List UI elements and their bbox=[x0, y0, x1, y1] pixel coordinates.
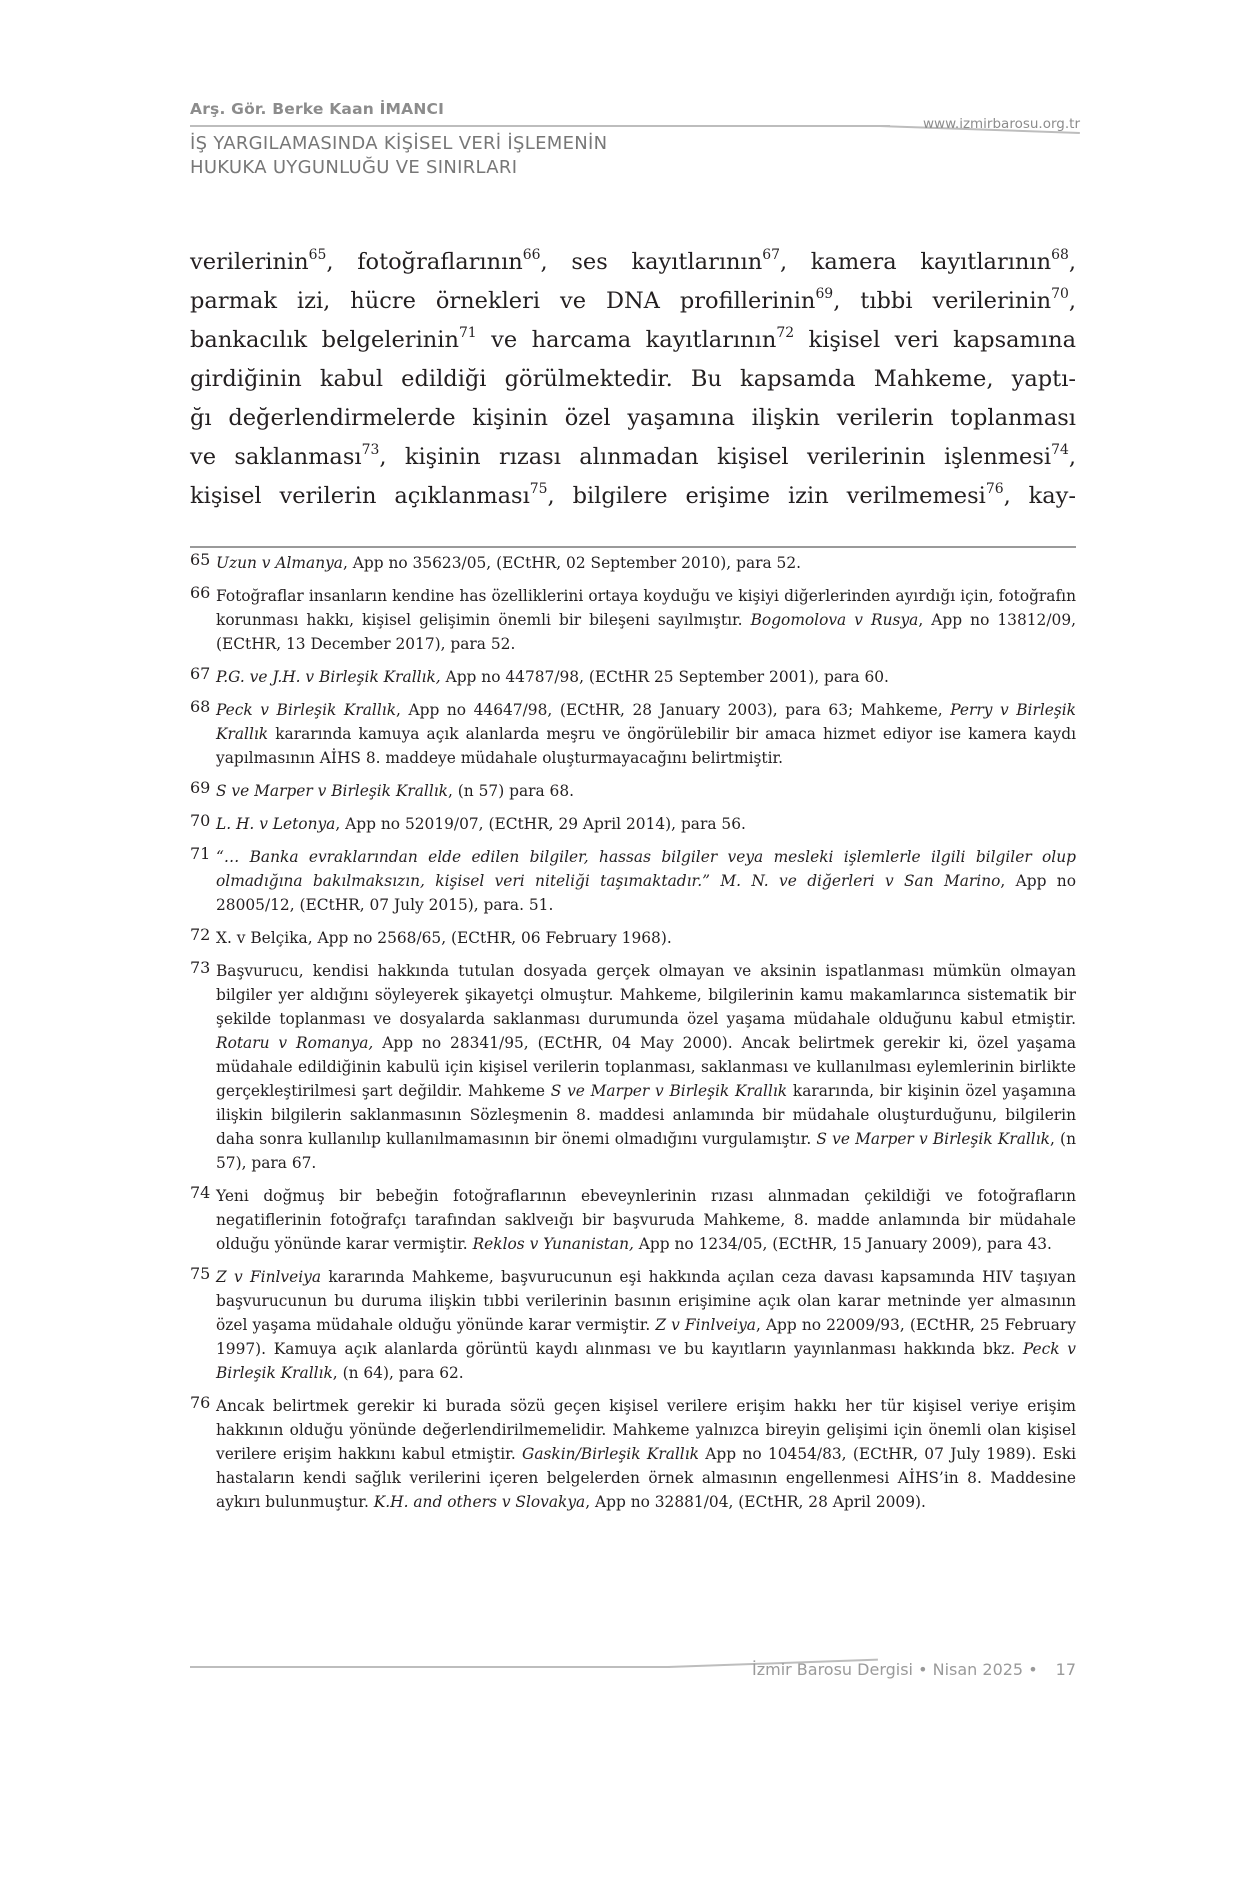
journal-name: İzmir Barosu Dergisi • Nisan 2025 • bbox=[751, 1660, 1038, 1679]
footnote-text: Ancak belirtmek gerekir ki burada sözü geçen kişisel verilere erişim hakkı her tür kişisel veriye erişim hakkının olduğu yönünde değerlendirilmemelidir. Mahkeme yalnızca bireyin gelişimi için önemli olan kişisel verilere erişim hakkını kabul etmiştir. Gaskin/Birleşik Krallık App no 10454/83, (ECtHR, 07 July 1989). Eski hastaların kendi sağlık verilerini içeren belgelerden örnek almasının engellenmesi AİHS’in 8. Maddesine aykırı bulunmuştur. K.H. and others v Slovakya, App no 32881/04, (ECtHR, 28 April 2009). bbox=[216, 1397, 1077, 1511]
page-header bbox=[190, 100, 1080, 190]
footnote-text: X. v Belçika, App no 2568/65, (ECtHR, 06 February 1968). bbox=[216, 929, 672, 947]
footnote-text: Yeni doğmuş bir bebeğin fotoğraflarının ebeveynlerinin rızası alınmadan çekildiği ve fotoğrafların negatiflerinin fotoğrafçı tarafından saklveığı bir başvuruda Mahkeme, 8. madde anlamında bir müdahale olduğu yönünde karar vermiştir. Reklos v Yunanistan, App no 1234/05, (ECtHR, 15 January 2009), para 43. bbox=[216, 1187, 1076, 1253]
footnote-number: 71 bbox=[190, 844, 211, 863]
body-line: verilerinin$^{65}$, fotoğraflarının$^{66}$, ses kayıtlarının$^{67}$, kamera kayıtlarının$^{68}$, bbox=[190, 247, 1076, 275]
footnote-ref[interactable]: 70 bbox=[1051, 286, 1069, 303]
footnote-number: 70 bbox=[190, 811, 211, 830]
footnote-ref[interactable]: 65 bbox=[308, 247, 327, 264]
footnote-67 bbox=[190, 665, 1076, 689]
footnote-ref[interactable]: 71 bbox=[458, 325, 477, 342]
footnote-68 bbox=[190, 698, 1076, 770]
footnote-70 bbox=[190, 812, 1076, 836]
footer-text bbox=[752, 1660, 1076, 1679]
footnote-ref[interactable]: 67 bbox=[762, 247, 780, 264]
footnote-76 bbox=[190, 1394, 1076, 1514]
footnote-ref[interactable]: 68 bbox=[1051, 247, 1069, 264]
footnote-text: Z v Finlveiya kararında Mahkeme, başvurucunun eşi hakkında açılan ceza davası kapsamında HIV taşıyan başvurucunun bu duruma ilişkin tıbbi verilerinin basının erişimine açık olan karar metninde yer almasının özel yaşama müdahale olduğu yönünde karar vermiştir. Z v Finlveiya, App no 22009/93, (ECtHR, 25 February 1997). Kamuya açık alanlarda görüntü kaydı alınması ve bu kayıtların yayınlanması hakkında bkz. Peck v Birleşik Krallık, (n 64), para 62. bbox=[216, 1268, 1076, 1382]
author-name: Arş. Gör. Berke Kaan İMANCI bbox=[190, 100, 445, 118]
footnote-number: 75 bbox=[190, 1264, 211, 1283]
footnote-73 bbox=[190, 959, 1076, 1175]
footnote-number: 76 bbox=[190, 1393, 211, 1412]
website-link[interactable]: www.izmirbarosu.org.tr bbox=[923, 116, 1080, 132]
footnote-number: 66 bbox=[190, 583, 211, 602]
footnote-ref[interactable]: 73 bbox=[361, 442, 380, 459]
footnote-number: 73 bbox=[190, 958, 211, 977]
body-line: ve saklanması$^{73}$, kişinin rızası alınmadan kişisel verilerinin işlenmesi$^{74}$, bbox=[190, 442, 1076, 470]
footnote-ref[interactable]: 74 bbox=[1051, 442, 1069, 459]
body-line: girdiğinin kabul edildiği görülmektedir. Bu kapsamda Mahkeme, yaptı- bbox=[190, 366, 1076, 392]
footnote-ref[interactable]: 72 bbox=[776, 325, 795, 342]
footnote-text: P.G. ve J.H. v Birleşik Krallık, App no 44787/98, (ECtHR 25 September 2001), para 60. bbox=[216, 668, 889, 686]
footnote-text: Fotoğraflar insanların kendine has özelliklerini ortaya koyduğu ve kişiyi diğerlerinden ayırdığı için, fotoğrafın korunması hakkı, kişisel gelişimin önemli bir bileşeni sayılmıştır. Bogomolova v Rusya, App no 13812/09, (ECtHR, 13 December 2017), para 52. bbox=[216, 587, 1077, 653]
footnote-75 bbox=[190, 1265, 1076, 1385]
footnote-69 bbox=[190, 779, 1076, 803]
footnote-separator bbox=[190, 546, 1076, 548]
body-paragraph bbox=[190, 243, 1076, 516]
footer-rule bbox=[190, 1666, 670, 1668]
footnote-72 bbox=[190, 926, 1076, 950]
footnote-number: 74 bbox=[190, 1183, 211, 1202]
body-line: bankacılık belgelerinin$^{71}$ ve harcama kayıtlarının$^{72}$ kişisel veri kapsamına bbox=[190, 325, 1076, 353]
footnote-number: 69 bbox=[190, 778, 211, 797]
footnote-71 bbox=[190, 845, 1076, 917]
footnote-ref[interactable]: 75 bbox=[529, 481, 548, 498]
footnote-text: Uzun v Almanya, App no 35623/05, (ECtHR, 02 September 2010), para 52. bbox=[216, 554, 802, 572]
footnote-74 bbox=[190, 1184, 1076, 1256]
footnote-ref[interactable]: 76 bbox=[985, 481, 1004, 498]
footnote-text: S ve Marper v Birleşik Krallık, (n 57) para 68. bbox=[216, 782, 575, 800]
footnote-ref[interactable]: 66 bbox=[522, 247, 541, 264]
header-rule bbox=[190, 125, 890, 127]
article-title bbox=[190, 132, 607, 180]
article-title-line: İŞ YARGILAMASINDA KİŞİSEL VERİ İŞLEMENİN bbox=[190, 133, 608, 154]
page-footer bbox=[190, 1660, 1076, 1690]
footnote-65 bbox=[190, 551, 1076, 575]
body-line: ğı değerlendirmelerde kişinin özel yaşamına ilişkin verilerin toplanması bbox=[190, 405, 1076, 431]
article-title-line: HUKUKA UYGUNLUĞU VE SINIRLARI bbox=[190, 157, 518, 178]
footnote-text: L. H. v Letonya, App no 52019/07, (ECtHR, 29 April 2014), para 56. bbox=[216, 815, 746, 833]
body-line: kişisel verilerin açıklanması$^{75}$, bilgilere erişime izin verilmemesi$^{76}$, kay- bbox=[190, 481, 1076, 509]
footnote-66 bbox=[190, 584, 1076, 656]
footnote-ref[interactable]: 69 bbox=[815, 286, 834, 303]
footnote-number: 67 bbox=[190, 664, 211, 683]
footnote-number: 68 bbox=[190, 697, 211, 716]
footnote-text: “… Banka evraklarından elde edilen bilgiler, hassas bilgiler veya mesleki işlemlerle ilgili bilgiler olup olmadığına bakılmaksızın, kişisel veri niteliği taşımaktadır.” M. N. ve diğerleri v San Marino, App no 28005/12, (ECtHR, 07 July 2015), para. 51. bbox=[216, 848, 1076, 914]
footnote-number: 72 bbox=[190, 925, 211, 944]
footnote-text: Başvurucu, kendisi hakkında tutulan dosyada gerçek olmayan ve aksinin ispatlanması mümkün olmayan bilgiler yer aldığını söyleyerek şikayetçi olmuştur. Mahkeme, bilgilerinin kamu makamlarınca sistematik bir şekilde toplanması ve dosyalarda saklanması durumunda özel yaşama müdahale olduğunu kabul etmiştir. Rotaru v Romanya, App no 28341/95, (ECtHR, 04 May 2000). Ancak belirtmek gerekir ki, özel yaşama müdahale edildiğinin kabulü için kişisel verilerin toplanması, saklanması ve kullanılması eylemlerinin birlikte gerçekleştirilmesi şart değildir. Mahkeme S ve Marper v Birleşik Krallık kararında, bir kişinin özel yaşamına ilişkin bilgilerin saklanmasının Sözleşmenin 8. maddesi anlamında bir müdahale oluşturduğunu, bilgilerin daha sonra kullanılıp kullanılmamasının bir önemi olmadığını vurgulamıştır. S ve Marper v Birleşik Krallık, (n 57), para 67. bbox=[216, 962, 1076, 1172]
footnote-text: Peck v Birleşik Krallık, App no 44647/98, (ECtHR, 28 January 2003), para 63; Mahkeme, Perry v Birleşik Krallık kararında kamuya açık alanlarda meşru ve öngörülebilir bir amaca hizmet ediyor ise kamera kaydı yapılmasının AİHS 8. maddeye müdahale oluşturmayacağını belirtmiştir. bbox=[216, 701, 1076, 767]
footnote-number: 65 bbox=[190, 550, 211, 569]
body-line: parmak izi, hücre örnekleri ve DNA profillerinin$^{69}$, tıbbi verilerinin$^{70}$, bbox=[190, 286, 1076, 314]
footnotes bbox=[190, 551, 1076, 1523]
page-number: 17 bbox=[1055, 1660, 1076, 1679]
